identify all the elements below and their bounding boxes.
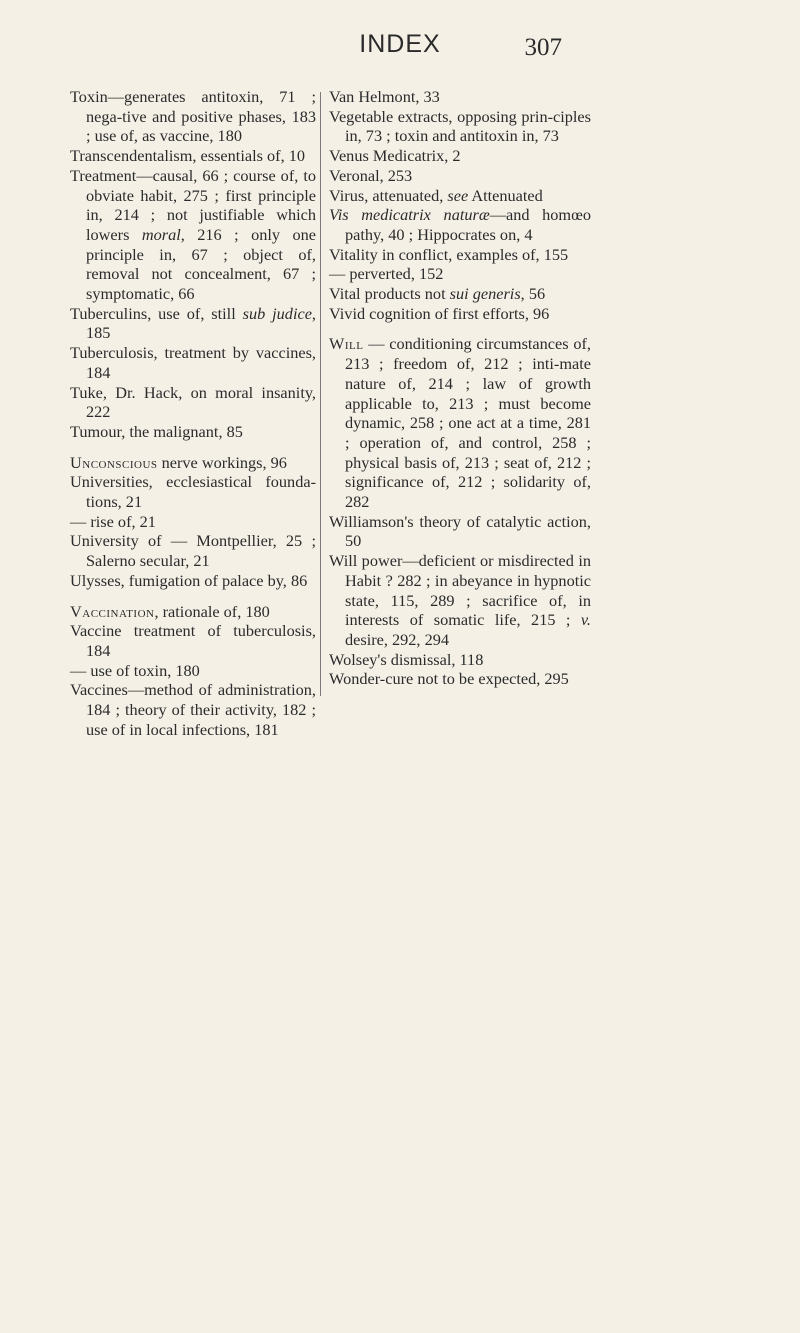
index-entry: [329, 166, 591, 186]
index-entry: [329, 205, 591, 244]
index-entry: [70, 512, 316, 532]
index-entry-headword: Unconscious: [70, 452, 158, 472]
index-entry: [70, 304, 316, 343]
index-entry-italic: sub judice: [242, 303, 312, 323]
index-entry-italic: sui generis: [449, 284, 521, 304]
index-entry-text: Veronal, 253: [329, 165, 413, 185]
index-entry: [70, 680, 316, 739]
index-entry-text: Tumour, the malignant, 85: [70, 421, 243, 441]
index-entry: [70, 383, 316, 422]
index-entry: [70, 422, 316, 442]
index-entry-text: Virus, attenuated,: [329, 185, 448, 205]
index-entry-text: Ulysses, fumigation of palace by, 86: [70, 570, 308, 590]
index-entry-text: Wonder-cure not to be expected, 295: [329, 669, 569, 689]
index-entry: [329, 284, 591, 304]
index-entry-italic: v.: [580, 610, 591, 630]
index-column-right: [329, 87, 591, 689]
index-entry-text: Tuberculosis, treatment by vaccines, 184: [70, 343, 316, 382]
index-entry-text: — conditioning circumstances of, 213 ; freedom of, 212 ; inti-mate nature of, 214 ; law of growth applicable to, 213 ; must become dynamic, 258 ; one act at a time, 281 ; operation of, and control, 258 ; physical basis of, 213 ; seat of, 212 ; significance of, 212 ; solidarity of, 282: [345, 334, 591, 512]
index-entry-text: Tuberculins, use of, still: [70, 303, 243, 323]
page-header: [0, 28, 800, 68]
index-entry: [70, 602, 316, 622]
index-entry: [329, 512, 591, 551]
index-entry: [329, 245, 591, 265]
index-entry-text: Vegetable extracts, opposing prin-ciples in, 73 ; toxin and antitoxin in, 73: [329, 106, 591, 146]
index-entry-italic: see: [447, 185, 469, 205]
index-entry-text: desire, 292, 294: [345, 629, 449, 649]
index-entry-headword: Vaccination: [70, 601, 155, 621]
index-entry-text: Van Helmont, 33: [329, 87, 440, 106]
index-entry: [329, 107, 591, 146]
column-divider: [320, 92, 321, 696]
index-entry-text: , 216 ; only one principle in, 67 ; object of, removal not concealment, 67 ; symptomatic, 66: [86, 224, 317, 304]
index-entry: [70, 472, 316, 511]
index-entry-text: — use of toxin, 180: [70, 660, 200, 680]
index-entry: [70, 87, 316, 146]
index-entry-text: Tuke, Dr. Hack, on moral insanity, 222: [70, 382, 316, 422]
index-entry-text: Toxin—generates antitoxin, 71 ; nega-tive and positive phases, 183 ; use of, as vaccine, 180: [70, 87, 316, 146]
index-entry: [329, 650, 591, 670]
index-entry-text: University of — Montpellier, 25 ; Salerno secular, 21: [70, 531, 316, 571]
index-entry: [329, 669, 591, 689]
index-column-left: [70, 87, 316, 740]
index-entry: [329, 304, 591, 324]
index-entry-text: Vitality in conflict, examples of, 155: [329, 244, 569, 264]
index-entry: [70, 571, 316, 591]
index-entry: [329, 334, 591, 511]
index-entry-text: Venus Medicatrix, 2: [329, 146, 461, 166]
index-entry-italic: Vis medicatrix naturæ: [329, 205, 490, 225]
index-entry-text: —and homœo pathy, 40 ; Hippocrates on, 4: [345, 205, 591, 244]
page-number: 307: [524, 34, 562, 61]
index-entry-headword: Will: [329, 334, 364, 354]
index-entry-italic: moral: [141, 224, 181, 244]
index-entry: [329, 186, 591, 206]
index-entry: [70, 343, 316, 382]
index-entry-text: Vivid cognition of first efforts, 96: [329, 303, 550, 323]
index-entry: [70, 661, 316, 681]
index-entry: [329, 87, 591, 107]
index-entry: [70, 453, 316, 473]
index-entry-text: Universities, ecclesiastical founda-tions, 21: [70, 472, 316, 512]
index-entry: [70, 146, 316, 166]
index-entry-text: Transcendentalism, essentials of, 10: [70, 146, 305, 166]
index-entry-text: Attenuated: [468, 185, 543, 205]
index-entry-text: — rise of, 21: [70, 511, 156, 531]
index-entry-text: Vaccine treatment of tuberculosis, 184: [70, 621, 316, 660]
index-entry: [329, 264, 591, 284]
index-entry-text: Treatment—causal, 66 ; course of, to obviate habit, 275 ; first principle in, 214 ; not justifiable which lowers: [70, 165, 316, 244]
index-entry: [70, 531, 316, 570]
index-entry-text: Vital products not: [329, 284, 450, 304]
index-entry-text: , rationale of, 180: [154, 601, 270, 621]
index-entry: [329, 551, 591, 650]
running-head: INDEX: [359, 30, 441, 58]
index-entry-text: , 185: [86, 303, 316, 343]
index-entry: [70, 166, 316, 304]
index-entry-text: Williamson's theory of catalytic action, 50: [329, 511, 591, 551]
index-entry-text: , 56: [520, 284, 546, 304]
index-entry: [70, 621, 316, 660]
index-entry-text: Will power—deficient or misdirected in Habit ? 282 ; in abeyance in hypnotic state, 115, 289 ; sacrifice of, in interests of somatic life, 215 ;: [329, 551, 591, 630]
index-entry-text: Vaccines—method of administration, 184 ; theory of their activity, 182 ; use of in local infections, 181: [70, 680, 316, 739]
index-entry-text: nerve workings, 96: [157, 452, 287, 472]
index-entry-text: Wolsey's dismissal, 118: [329, 649, 484, 669]
index-entry: [329, 146, 591, 166]
index-entry-text: — perverted, 152: [329, 264, 444, 284]
